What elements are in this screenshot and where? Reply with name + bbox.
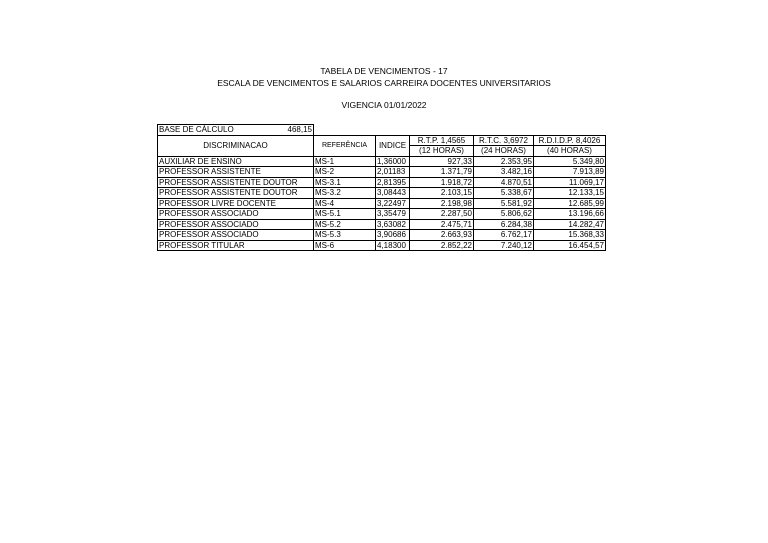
table-row: [158, 209, 606, 220]
cell-rdidp: 12.133,15: [534, 188, 606, 199]
cell-rdidp: 14.282,47: [534, 219, 606, 230]
base-value: 468,15: [287, 125, 312, 135]
salary-table: [157, 124, 606, 251]
header-rtp: R.T.P. 1,4565: [410, 135, 474, 146]
cell-discriminacao: PROFESSOR ASSOCIADO: [158, 219, 314, 230]
cell-rtp: 2.475,71: [410, 219, 474, 230]
cell-rdidp: 12.685,99: [534, 198, 606, 209]
vigencia-date: VIGENCIA 01/01/2022: [341, 100, 427, 110]
base-label: BASE DE CÁLCULO: [159, 125, 234, 135]
cell-indice: 3,08443: [376, 188, 410, 199]
cell-rtp: 927,33: [410, 156, 474, 167]
header-rtc: R.T.C. 3,6972: [474, 135, 534, 146]
cell-indice: 3,90686: [376, 230, 410, 241]
cell-rdidp: 11.069,17: [534, 177, 606, 188]
header-discriminacao: DISCRIMINACAO: [158, 135, 314, 156]
cell-rdidp: 7.913,89: [534, 167, 606, 178]
table-row: [158, 167, 606, 178]
cell-discriminacao: PROFESSOR LIVRE DOCENTE: [158, 198, 314, 209]
cell-indice: 3,63082: [376, 219, 410, 230]
cell-rtc: 6.762,17: [474, 230, 534, 241]
cell-rtp: 2.852,22: [410, 240, 474, 251]
table-row: [158, 156, 606, 167]
cell-rtc: 5.338,67: [474, 188, 534, 199]
cell-referencia: MS-3.1: [314, 177, 376, 188]
header-row-1: [158, 135, 606, 146]
cell-discriminacao: PROFESSOR TITULAR: [158, 240, 314, 251]
cell-rdidp: 16.454,57: [534, 240, 606, 251]
cell-rdidp: 13.196,66: [534, 209, 606, 220]
cell-rtc: 5.581,92: [474, 198, 534, 209]
cell-referencia: MS-1: [314, 156, 376, 167]
cell-rtp: 2.287,50: [410, 209, 474, 220]
header-rdidp-hours: (40 HORAS): [534, 146, 606, 157]
table-row: [158, 240, 606, 251]
table-row: [158, 219, 606, 230]
cell-referencia: MS-3.2: [314, 188, 376, 199]
cell-rtp: 2.198,98: [410, 198, 474, 209]
table-subtitle: ESCALA DE VENCIMENTOS E SALARIOS CARREIRA DOCENTES UNIVERSITARIOS: [217, 78, 551, 88]
header-rtc-hours: (24 HORAS): [474, 146, 534, 157]
cell-rtc: 3.482,16: [474, 167, 534, 178]
cell-indice: 2,01183: [376, 167, 410, 178]
table-title: TABELA DE VENCIMENTOS - 17: [320, 66, 448, 76]
cell-indice: 2,81395: [376, 177, 410, 188]
table-row: [158, 188, 606, 199]
cell-indice: 3,22497: [376, 198, 410, 209]
cell-rtc: 7.240,12: [474, 240, 534, 251]
cell-indice: 1,36000: [376, 156, 410, 167]
cell-discriminacao: PROFESSOR ASSISTENTE DOUTOR: [158, 177, 314, 188]
cell-referencia: MS-5.1: [314, 209, 376, 220]
cell-referencia: MS-4: [314, 198, 376, 209]
cell-rtp: 2.663,93: [410, 230, 474, 241]
cell-indice: 4,18300: [376, 240, 410, 251]
cell-discriminacao: PROFESSOR ASSISTENTE DOUTOR: [158, 188, 314, 199]
cell-discriminacao: AUXILIAR DE ENSINO: [158, 156, 314, 167]
cell-rdidp: 5.349,80: [534, 156, 606, 167]
cell-discriminacao: PROFESSOR ASSISTENTE: [158, 167, 314, 178]
header-rdidp: R.D.I.D.P. 8,4026: [534, 135, 606, 146]
cell-rtc: 6.284,38: [474, 219, 534, 230]
base-row: [158, 125, 606, 136]
base-cell: [158, 125, 314, 136]
cell-rtp: 1.371,79: [410, 167, 474, 178]
cell-rtc: 5.806,62: [474, 209, 534, 220]
cell-discriminacao: PROFESSOR ASSOCIADO: [158, 230, 314, 241]
table-row: [158, 230, 606, 241]
cell-rtp: 1.918,72: [410, 177, 474, 188]
cell-referencia: MS-5.2: [314, 219, 376, 230]
cell-rtp: 2.103,15: [410, 188, 474, 199]
header-indice: INDICE: [376, 135, 410, 156]
cell-referencia: MS-2: [314, 167, 376, 178]
header-rtp-hours: (12 HORAS): [410, 146, 474, 157]
cell-rdidp: 15.368,33: [534, 230, 606, 241]
cell-rtc: 2.353,95: [474, 156, 534, 167]
cell-discriminacao: PROFESSOR ASSOCIADO: [158, 209, 314, 220]
cell-referencia: MS-6: [314, 240, 376, 251]
cell-rtc: 4.870,51: [474, 177, 534, 188]
table-row: [158, 198, 606, 209]
header-referencia: REFERÊNCIA: [314, 135, 376, 156]
table-row: [158, 177, 606, 188]
cell-indice: 3,35479: [376, 209, 410, 220]
cell-referencia: MS-5.3: [314, 230, 376, 241]
